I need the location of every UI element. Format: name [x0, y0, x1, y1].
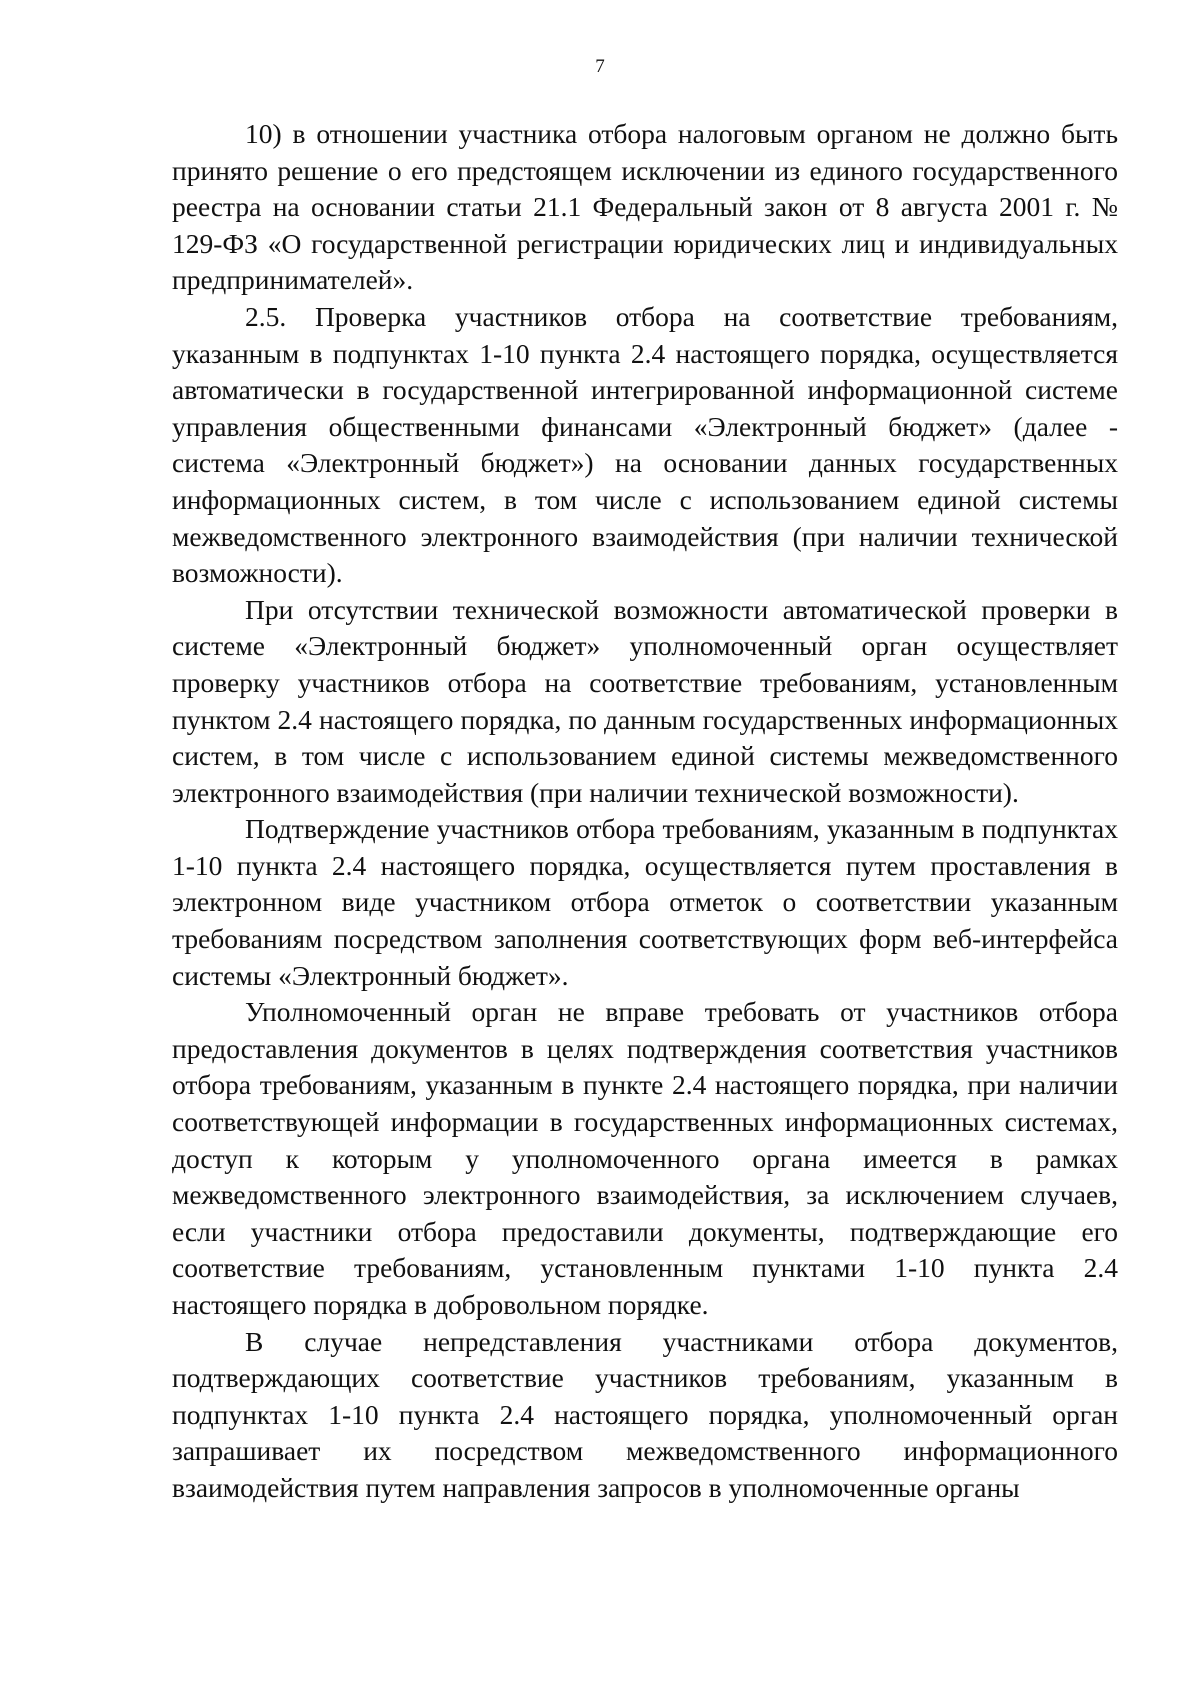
paragraph-document-requirements: Уполномоченный орган не вправе требовать от участников отбора предоставления документов в целях подтверждения соответствия участников отбора требованиям, указанным в пункте 2.4 настоящего порядка, при наличии соответствующей информации в государственных информационных системах, доступ к которым у уполномоченного органа имеется в рамках межведомственного электронного взаимодействия, за исключением случаев, если участники отбора предоставили документы, подтверждающие его соответствие требованиям, установленным пунктами 1-10 пункта 2.4 настоящего порядка в добровольном порядке.	[172, 996, 1118, 1320]
page-number: 7	[595, 56, 605, 77]
paragraph-2-5-participant-check: 2.5. Проверка участников отбора на соответствие требованиям, указанным в подпунктах 1-10 пункта 2.4 настоящего порядка, осуществляется автоматически в государственной интегрированной информационной системе управления общественными финансами «Электронный бюджет» (далее - система «Электронный бюджет») на основании данных государственных информационных систем, в том числе с использованием единой системы межведомственного электронного взаимодействия (при наличии технической возможности).	[172, 300, 1118, 589]
paragraph-interagency-requests: В случае непредставления участниками отбора документов, подтверждающих соответствие участников требованиям, указанным в подпунктах 1-10 пункта 2.4 настоящего порядка, уполномоченный орган запрашивает их посредством межведомственного информационного взаимодействия путем направления запросов в уполномоченные органы	[172, 1325, 1118, 1503]
paragraph-confirmation: Подтверждение участников отбора требованиям, указанным в подпунктах 1-10 пункта 2.4 настоящего порядка, осуществляется путем проставления в электронном виде участником отбора отметок о соответствии указанным требованиям посредством заполнения соответствующих форм веб-интерфейса системы «Электронный бюджет».	[172, 813, 1118, 991]
paragraph-manual-check: При отсутствии технической возможности автоматической проверки в системе «Электронный бюджет» уполномоченный орган осуществляет проверку участников отбора на соответствие требованиям, установленным пунктом 2.4 настоящего порядка, по данным государственных информационных систем, в том числе с использованием единой системы межведомственного электронного взаимодействия (при наличии технической возможности).	[172, 593, 1118, 808]
document-body	[172, 116, 1118, 1507]
paragraph-item-10-tax-exclusion: 10) в отношении участника отбора налоговым органом не должно быть принято решение о его предстоящем исключении из единого государственного реестра на основании статьи 21.1 Федеральный закон от 8 августа 2001 г. № 129-ФЗ «О государственной регистрации юридических лиц и индивидуальных предпринимателей».	[172, 118, 1118, 296]
